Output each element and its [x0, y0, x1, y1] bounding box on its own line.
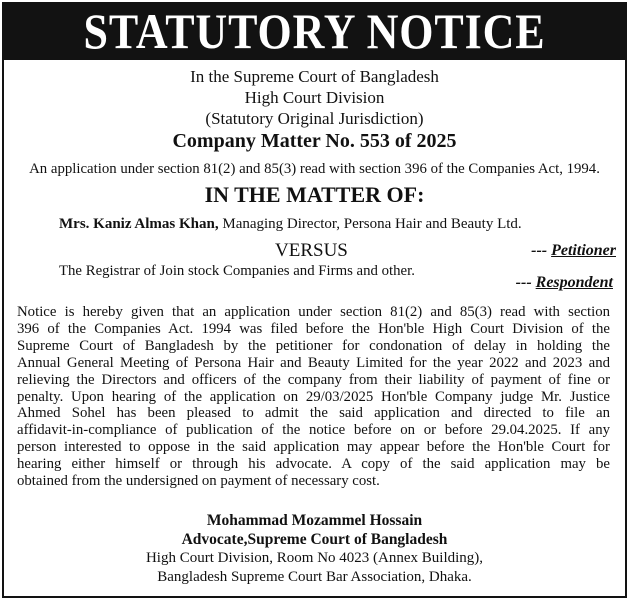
signatory-address-2: Bangladesh Supreme Court Bar Association, Dhaka.	[157, 569, 472, 585]
signatory-address-1: High Court Division, Room No 4023 (Annex Building),	[145, 550, 484, 566]
notice-title: STATUTORY NOTICE	[83, 3, 546, 59]
court-name: In the Supreme Court of Bangladesh	[190, 67, 439, 86]
petitioner-dash: ---	[531, 242, 552, 259]
respondent-label: Respondent	[535, 274, 613, 291]
respondent-dash: ---	[515, 274, 536, 291]
title-banner	[2, 2, 627, 60]
petitioner-role	[531, 242, 616, 260]
body-line: obtained from the undersigned on payment of necessary cost.	[17, 473, 380, 490]
body-line: Ahmed Sohel has been pleased to admit the said application and directed to file an	[17, 405, 610, 422]
in-the-matter-heading: IN THE MATTER OF:	[204, 182, 425, 207]
notice-body	[17, 304, 610, 490]
petitioner-line	[59, 216, 522, 233]
body-line: Supreme Court of Bangladesh by the petitioner for condonation of delay in holding the	[17, 337, 610, 354]
body-line: Notice is hereby given that an application under section 81(2) and 85(3) read with section	[17, 304, 610, 320]
matter-number: Company Matter No. 553 of 2025	[172, 130, 457, 152]
versus-label: VERSUS	[275, 240, 348, 261]
body-line: Annual General Meeting of Persona Hair and Beauty Limited for the year 2022 and 2023 and	[17, 354, 610, 371]
body-line: hearing either himself or through his advocate. A copy of the said application may be	[17, 456, 610, 473]
petitioner-description: Managing Director, Persona Hair and Beauty Ltd.	[222, 216, 522, 232]
respondent-role	[516, 274, 613, 292]
signatory-title: Advocate,Supreme Court of Bangladesh	[181, 531, 448, 548]
respondent-name: The Registrar of Join stock Companies and Firms and other.	[59, 263, 415, 279]
petitioner-name: Mrs. Kaniz Almas Khan,	[59, 216, 219, 232]
body-line: affidavit-in-compliance of publication of the notice before on or before 29.04.2025. If any	[17, 422, 610, 439]
application-line: An application under section 81(2) and 85(3) read with section 396 of the Companies Act, 1994.	[29, 161, 600, 177]
jurisdiction: (Statutory Original Jurisdiction)	[205, 109, 424, 128]
body-line: penalty. Upon hearing of the application on 29/03/2025 Hon'ble Company judge Mr. Justice	[17, 388, 610, 405]
body-line: relieving the Directors and officers of the company from their liability of payment of fine or	[17, 371, 610, 388]
petitioner-label: Petitioner	[551, 242, 616, 259]
division-name: High Court Division	[244, 88, 385, 107]
body-line: 396 of the Companies Act. 1994 was filed before the Hon'ble High Court Division of the	[17, 320, 610, 337]
body-line: person interested to oppose in the said application may appear before the Hon'ble Court for	[17, 439, 610, 456]
signatory-name: Mohammad Mozammel Hossain	[206, 512, 423, 529]
